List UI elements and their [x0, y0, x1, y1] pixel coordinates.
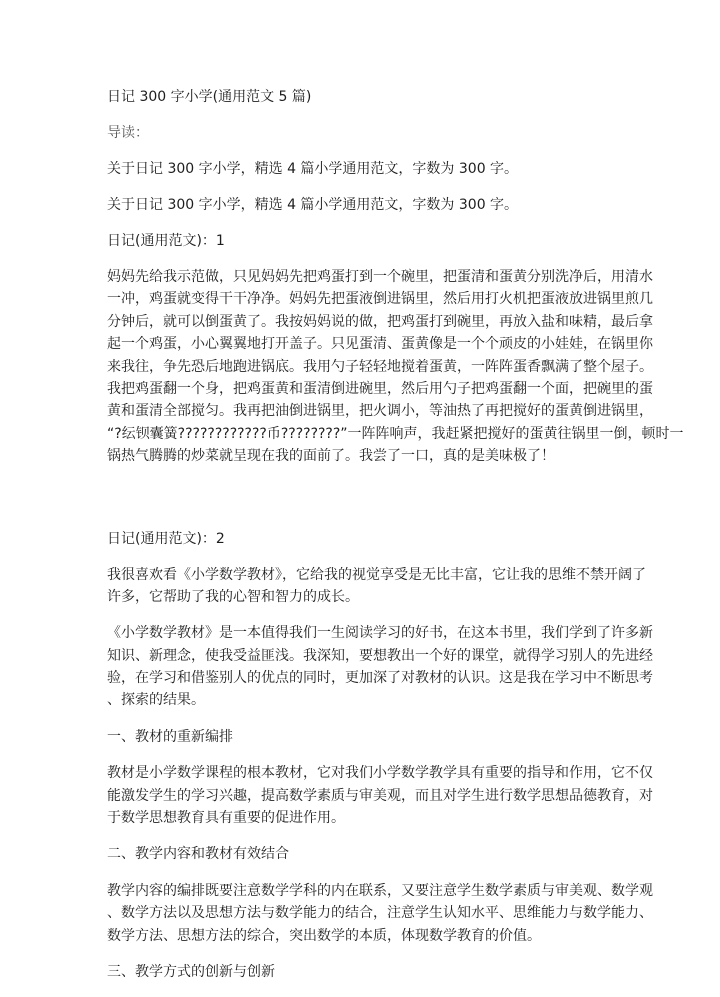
- text-line: 能激发学生的学习兴趣，提高数学素质与审美观，而且对学生进行数学思想品德教育，对: [107, 787, 653, 804]
- paragraph: [107, 762, 653, 829]
- text-line: 我把鸡蛋翻一个身，把鸡蛋黄和蛋清倒进碗里，然后用勺子把鸡蛋翻一个面，把碗里的蛋: [107, 380, 653, 397]
- essay-1-body: [107, 266, 684, 468]
- text-line: 教学内容的编排既要注意数学学科的内在联系，又要注意学生数学素质与审美观、数学观: [107, 882, 653, 899]
- text-line: 起一个鸡蛋，小心翼翼地打开盖子。只见蛋清、蛋黄像是一个个顽皮的小娃娃，在锅里你: [107, 336, 653, 353]
- document-title: 日记 300 字小学(通用范文 5 篇): [107, 89, 312, 105]
- document: [107, 86, 684, 997]
- essay-2-body: [107, 564, 653, 984]
- text-line: 分钟后，就可以倒蛋黄了。我按妈妈说的做，把鸡蛋打到碗里，再放入盐和味精，最后拿: [107, 313, 653, 330]
- paragraph: [107, 880, 653, 947]
- text-line: 一、教材的重新编排: [107, 728, 233, 745]
- essay-heading: 日记(通用范文)：1: [107, 233, 225, 249]
- intro-label: 导读：: [107, 125, 149, 141]
- text-line: 、数学方法以及思想方法与数学能力的结合，注意学生认知水平、思维能力与数学能力、: [107, 905, 653, 922]
- text-line: 验，在学习和借鉴别人的优点的同时，更加深了对教材的认识。这是我在学习中不断思考: [107, 670, 653, 687]
- text-line: 、探索的结果。: [107, 692, 205, 709]
- text-line: 数学方法、思想方法的综合，突出数学的本质，体现数学教育的价值。: [107, 927, 541, 944]
- text-line: 妈妈先给我示范做，只见妈妈先把鸡蛋打到一个碗里，把蛋清和蛋黄分别洗净后，用清水: [107, 269, 653, 285]
- text-line: “?纭钡囊簧????????????币????????”一阵阵响声，我赶紧把搅好的蛋黄往锅里一倒，顿时一: [107, 425, 684, 442]
- summary-line: 关于日记 300 字小学，精选 4 篇小学通用范文，字数为 300 字。: [107, 161, 519, 177]
- paragraph: [107, 564, 646, 609]
- text-line: 二、教学内容和教材有效结合: [107, 846, 289, 863]
- text-line: 黄和蛋清全部搅匀。我再把油倒进锅里，把火调小，等油热了再把搅好的蛋黄倒进锅里，: [107, 403, 653, 420]
- section-heading: [107, 726, 615, 748]
- text-line: 《小学数学教材》是一本值得我们一生阅读学习的好书，在这本书里，我们学到了许多新: [107, 625, 653, 642]
- essay-heading: 日记(通用范文)：2: [107, 530, 225, 547]
- text-line: 许多，它帮助了我的心智和智力的成长。: [107, 588, 359, 605]
- paragraph: [107, 622, 653, 712]
- summary-line: 关于日记 300 字小学，精选 4 篇小学通用范文，字数为 300 字。: [107, 197, 519, 213]
- text-line: 锅热气腾腾的炒菜就呈现在我的面前了。我尝了一口，真的是美味极了！: [107, 448, 555, 465]
- text-line: 我很喜欢看《小学数学教材》，它给我的视觉享受是无比丰富，它让我的思维不禁开阔了: [107, 566, 646, 583]
- text-line: 来我往，争先恐后地跑进锅底。我用勺子轻轻地搅着蛋黄，一阵阵蛋香飘满了整个屋子。: [107, 358, 653, 375]
- text-line: 于数学思想教育具有重要的促进作用。: [107, 810, 345, 827]
- section-heading: [107, 961, 615, 983]
- text-line: 一冲，鸡蛋就变得干干净净。妈妈先把蛋液倒进锅里，然后用打火机把蛋液放进锅里煎几: [107, 291, 653, 308]
- text-line: 知识、新理念，使我受益匪浅。我深知，要想教出一个好的课堂，就得学习别人的先进经: [107, 647, 653, 664]
- text-line: 三、教学方式的创新与创新: [107, 963, 275, 980]
- section-heading: [107, 843, 615, 865]
- text-line: 教材是小学数学课程的根本教材，它对我们小学数学教学具有重要的指导和作用，它不仅: [107, 765, 653, 782]
